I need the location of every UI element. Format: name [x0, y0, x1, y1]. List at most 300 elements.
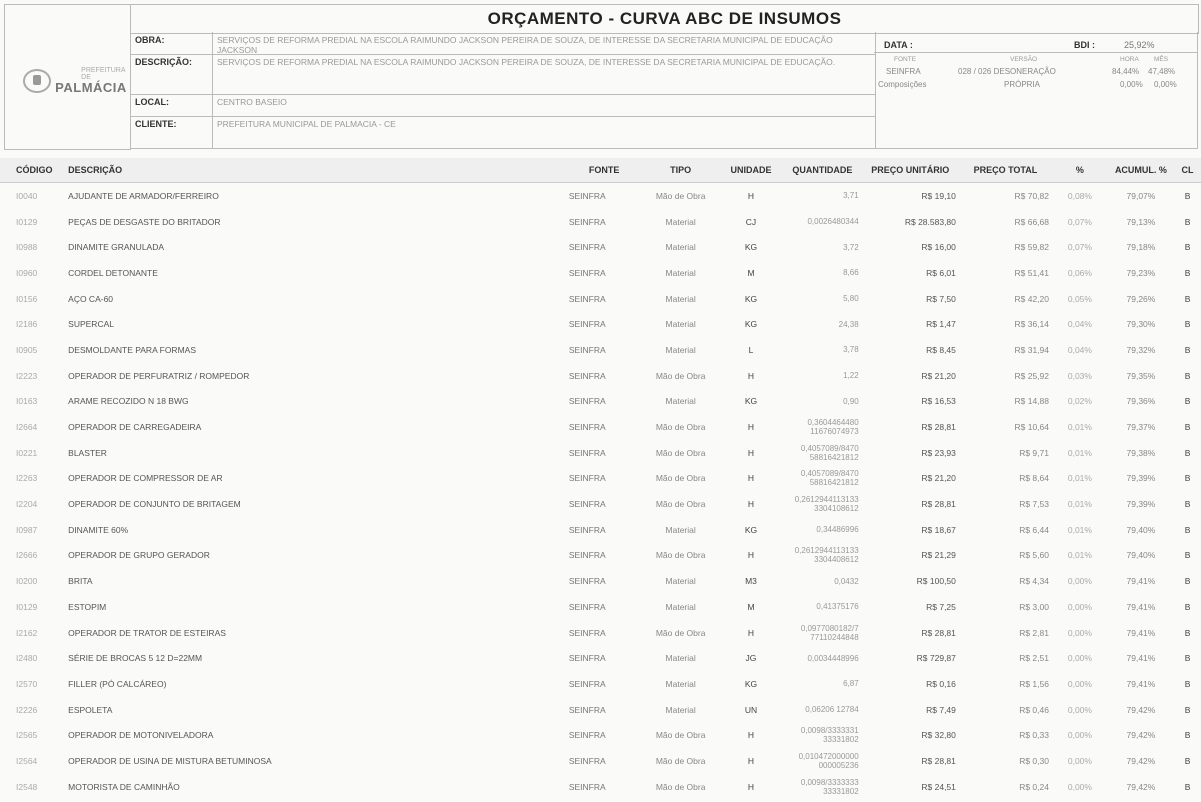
cell-percent: 0,00% — [1067, 576, 1092, 587]
cell-descricao: AÇO CA-60 — [68, 293, 114, 304]
cell-preco-total: R$ 3,00 — [1019, 601, 1049, 612]
cell-classe: B — [1184, 422, 1191, 433]
cell-codigo: I2162 — [16, 627, 38, 638]
cell-tipo: Material — [665, 601, 696, 612]
cell-percent: 0,01% — [1067, 524, 1092, 535]
cell-unidade: H — [747, 370, 755, 381]
cell-quantidade: 0,41375176 — [816, 602, 859, 612]
cell-fonte: SEINFRA — [568, 216, 606, 227]
col-acumulado: ACUMUL. % — [1108, 158, 1174, 183]
versao-value: 028 / 026 DESONERAÇÃO — [958, 67, 1056, 76]
cell-unidade: H — [747, 422, 755, 433]
cell-unidade: CJ — [745, 216, 757, 227]
cell-classe: B — [1184, 396, 1191, 407]
cell-preco-unitario: R$ 23,93 — [921, 447, 956, 458]
cell-acumulado: 79,32% — [1126, 344, 1156, 355]
table-header-row — [0, 158, 1201, 183]
cell-acumulado: 79,42% — [1126, 704, 1156, 715]
cell-acumulado: 79,30% — [1126, 319, 1156, 330]
cell-descricao: PEÇAS DE DESGASTE DO BRITADOR — [68, 216, 221, 227]
cell-percent: 0,07% — [1067, 242, 1092, 253]
cell-tipo: Material — [665, 242, 696, 253]
col-quantidade: QUANTIDADE — [783, 158, 862, 183]
cell-quantidade: 3,78 — [843, 345, 859, 355]
cell-acumulado: 79,26% — [1126, 293, 1156, 304]
cell-percent: 0,01% — [1067, 499, 1092, 510]
cell-descricao: DESMOLDANTE PARA FORMAS — [68, 344, 196, 355]
table-row — [0, 466, 1201, 492]
cell-classe: B — [1184, 242, 1191, 253]
cell-preco-unitario: R$ 16,00 — [921, 242, 956, 253]
cell-preco-unitario: R$ 100,50 — [916, 576, 956, 587]
cell-preco-total: R$ 36,14 — [1014, 319, 1049, 330]
cell-codigo: I0988 — [16, 242, 38, 253]
cell-tipo: Material — [665, 653, 696, 664]
cell-descricao: ESTOPIM — [68, 601, 107, 612]
cell-preco-unitario: R$ 21,29 — [921, 550, 956, 561]
cell-fonte: SEINFRA — [568, 576, 606, 587]
cell-tipo: Material — [665, 704, 696, 715]
cell-codigo: I2564 — [16, 755, 38, 766]
fonte-value: SEINFRA — [886, 67, 921, 76]
cell-fonte: SEINFRA — [568, 653, 606, 664]
cell-quantidade: 3,72 — [843, 242, 859, 252]
cell-descricao: OPERADOR DE CARREGADEIRA — [68, 422, 202, 433]
cell-preco-total: R$ 70,82 — [1014, 190, 1049, 201]
cell-classe: B — [1184, 524, 1191, 535]
cell-unidade: M — [747, 267, 755, 278]
cell-classe: B — [1184, 370, 1191, 381]
cell-preco-total: R$ 5,60 — [1019, 550, 1049, 561]
cell-percent: 0,06% — [1067, 267, 1092, 278]
cell-fonte: SEINFRA — [568, 524, 606, 535]
comp-hora-value: 0,00% — [1120, 80, 1143, 89]
cell-descricao: ESPOLETA — [68, 704, 113, 715]
mes-value: 47,48% — [1148, 67, 1176, 76]
cell-acumulado: 79,41% — [1126, 627, 1156, 638]
cell-fonte: SEINFRA — [568, 601, 606, 612]
table-row — [0, 491, 1201, 517]
cell-unidade: H — [747, 627, 755, 638]
cell-codigo: I0163 — [16, 396, 38, 407]
cell-classe: B — [1184, 781, 1191, 792]
cell-quantidade: 0,0432 — [834, 576, 859, 586]
cell-fonte: SEINFRA — [568, 730, 606, 741]
cell-classe: B — [1184, 499, 1191, 510]
table-row — [0, 543, 1201, 569]
cell-classe: B — [1184, 473, 1191, 484]
cell-tipo: Mão de Obra — [655, 190, 706, 201]
cell-descricao: OPERADOR DE MOTONIVELADORA — [68, 730, 214, 741]
cell-quantidade: 1,22 — [843, 371, 859, 381]
cell-fonte: SEINFRA — [568, 293, 606, 304]
cell-preco-unitario: R$ 18,67 — [921, 524, 956, 535]
cell-quantidade: 0,0034448996 — [807, 653, 859, 663]
cell-quantidade: 0,4057089/8470 58816421812 — [800, 469, 859, 488]
col-descricao: DESCRIÇÃO — [65, 158, 566, 183]
cell-classe: B — [1184, 730, 1191, 741]
cell-acumulado: 79,42% — [1126, 730, 1156, 741]
cell-percent: 0,04% — [1067, 344, 1092, 355]
cell-classe: B — [1184, 319, 1191, 330]
cell-acumulado: 79,13% — [1126, 216, 1156, 227]
cell-unidade: H — [747, 550, 755, 561]
cell-unidade: KG — [744, 524, 758, 535]
cell-quantidade: 0,010472000000 000005236 — [798, 751, 859, 770]
cell-codigo: I2263 — [16, 473, 38, 484]
table-row — [0, 517, 1201, 543]
cell-preco-total: R$ 14,88 — [1014, 396, 1049, 407]
cell-preco-total: R$ 59,82 — [1014, 242, 1049, 253]
cell-codigo: I2664 — [16, 422, 38, 433]
cell-descricao: ARAME RECOZIDO N 18 BWG — [68, 396, 189, 407]
cell-acumulado: 79,41% — [1126, 678, 1156, 689]
table-row — [0, 568, 1201, 594]
cell-acumulado: 79,37% — [1126, 422, 1156, 433]
cell-unidade: M — [747, 601, 755, 612]
cell-percent: 0,01% — [1067, 447, 1092, 458]
cell-preco-total: R$ 8,64 — [1019, 473, 1049, 484]
cell-tipo: Mão de Obra — [655, 447, 706, 458]
col-codigo: CÓDIGO — [0, 158, 65, 183]
cell-classe: B — [1184, 550, 1191, 561]
cell-unidade: JG — [745, 653, 757, 664]
cell-fonte: SEINFRA — [568, 627, 606, 638]
cell-tipo: Material — [665, 678, 696, 689]
logo-cell — [4, 4, 131, 150]
cell-quantidade: 0,06206 12784 — [805, 705, 859, 715]
cell-codigo: I2204 — [16, 499, 38, 510]
table-row — [0, 697, 1201, 723]
hora-small-label: HORA — [1120, 56, 1139, 63]
cell-descricao: CORDEL DETONANTE — [68, 267, 158, 278]
cell-preco-unitario: R$ 8,45 — [926, 344, 956, 355]
palmacia-logo — [23, 67, 131, 94]
cell-quantidade: 0,3604464480 11676074973 — [807, 418, 859, 437]
cell-tipo: Material — [665, 319, 696, 330]
cell-preco-unitario: R$ 7,50 — [926, 293, 956, 304]
local-label: LOCAL: — [131, 94, 213, 116]
cell-acumulado: 79,41% — [1126, 601, 1156, 612]
descricao-row — [131, 54, 875, 95]
cell-preco-unitario: R$ 19,10 — [921, 190, 956, 201]
abc-table — [0, 158, 1201, 800]
table-body — [0, 183, 1201, 800]
cell-preco-unitario: R$ 7,25 — [926, 601, 956, 612]
cell-codigo: I0960 — [16, 267, 38, 278]
cell-tipo: Mão de Obra — [655, 627, 706, 638]
versao-small-label: VERSÃO — [1010, 56, 1038, 63]
cell-tipo: Mão de Obra — [655, 550, 706, 561]
cell-fonte: SEINFRA — [568, 344, 606, 355]
cell-quantidade: 0,90 — [843, 396, 859, 406]
cell-percent: 0,00% — [1067, 678, 1092, 689]
cell-percent: 0,07% — [1067, 216, 1092, 227]
report-header — [0, 0, 1201, 152]
cell-preco-total: R$ 7,53 — [1019, 499, 1049, 510]
cell-classe: B — [1184, 344, 1191, 355]
cell-quantidade: 24,38 — [838, 319, 859, 329]
cell-preco-unitario: R$ 32,80 — [921, 730, 956, 741]
cell-percent: 0,03% — [1067, 370, 1092, 381]
cell-acumulado: 79,42% — [1126, 755, 1156, 766]
cell-preco-total: R$ 4,34 — [1019, 576, 1049, 587]
crest-icon — [23, 69, 51, 93]
cell-descricao: OPERADOR DE COMPRESSOR DE AR — [68, 473, 223, 484]
cell-quantidade: 0,34486996 — [816, 525, 859, 535]
cell-tipo: Mão de Obra — [655, 370, 706, 381]
cell-quantidade: 5,80 — [843, 294, 859, 304]
cell-codigo: I0040 — [16, 190, 38, 201]
cell-descricao: BRITA — [68, 576, 93, 587]
composicoes-value: PRÓPRIA — [1004, 80, 1041, 89]
composicoes-label: Composições — [878, 80, 927, 89]
cell-percent: 0,00% — [1067, 653, 1092, 664]
cell-percent: 0,02% — [1067, 396, 1092, 407]
cell-preco-total: R$ 2,81 — [1019, 627, 1049, 638]
cell-codigo: I2480 — [16, 653, 38, 664]
cell-classe: B — [1184, 678, 1191, 689]
cell-codigo: I2548 — [16, 781, 38, 792]
local-value: CENTRO BASEIO — [217, 97, 287, 107]
cell-unidade: H — [747, 190, 755, 201]
cell-quantidade: 0,2612944113133 3304108612 — [794, 495, 859, 514]
cell-unidade: KG — [744, 678, 758, 689]
cell-codigo: I2666 — [16, 550, 38, 561]
table-row — [0, 286, 1201, 312]
cell-preco-total: R$ 0,46 — [1019, 704, 1049, 715]
cell-classe: B — [1184, 267, 1191, 278]
cell-fonte: SEINFRA — [568, 781, 606, 792]
cell-tipo: Material — [665, 396, 696, 407]
cell-quantidade: 0,4057089/8470 58816421812 — [800, 443, 859, 462]
cell-fonte: SEINFRA — [568, 755, 606, 766]
table-row — [0, 594, 1201, 620]
cell-percent: 0,00% — [1067, 601, 1092, 612]
cell-classe: B — [1184, 190, 1191, 201]
cell-acumulado: 79,41% — [1126, 576, 1156, 587]
cell-codigo: I2565 — [16, 730, 38, 741]
cell-descricao: MOTORISTA DE CAMINHÃO — [68, 781, 180, 792]
cell-fonte: SEINFRA — [568, 370, 606, 381]
cell-codigo: I0200 — [16, 576, 38, 587]
local-row — [131, 94, 875, 117]
cell-codigo: I0129 — [16, 601, 38, 612]
cell-quantidade: 0,0098/3333331 33331802 — [800, 726, 859, 745]
cell-descricao: FILLER (PÓ CALCÁREO) — [68, 678, 167, 689]
cell-tipo: Mão de Obra — [655, 422, 706, 433]
table-row — [0, 645, 1201, 671]
cell-preco-total: R$ 10,64 — [1014, 422, 1049, 433]
cell-acumulado: 79,18% — [1126, 242, 1156, 253]
table-row — [0, 209, 1201, 235]
cell-unidade: H — [747, 755, 755, 766]
cell-percent: 0,01% — [1067, 550, 1092, 561]
col-fonte: FONTE — [566, 158, 643, 183]
cell-preco-unitario: R$ 7,49 — [926, 704, 956, 715]
cell-descricao: OPERADOR DE USINA DE MISTURA BETUMINOSA — [68, 755, 272, 766]
cell-codigo: I0221 — [16, 447, 38, 458]
cell-acumulado: 79,40% — [1126, 524, 1156, 535]
table-row — [0, 183, 1201, 209]
cell-percent: 0,05% — [1067, 293, 1092, 304]
cell-preco-total: R$ 9,71 — [1019, 447, 1049, 458]
cell-classe: B — [1184, 627, 1191, 638]
cell-preco-unitario: R$ 28,81 — [921, 499, 956, 510]
cell-tipo: Material — [665, 576, 696, 587]
cell-codigo: I2570 — [16, 678, 38, 689]
cell-acumulado: 79,41% — [1126, 653, 1156, 664]
cell-quantidade: 0,0977080182/7 77110244848 — [800, 623, 859, 642]
obra-value: SERVIÇOS DE REFORMA PREDIAL NA ESCOLA RAIMUNDO JACKSON PEREIRA DE SOUZA, DE INTERESSE DA SECRETARIA MUNICIPAL DE EDUCAÇÃO JACKSON — [217, 35, 833, 55]
cell-unidade: H — [747, 473, 755, 484]
cell-acumulado: 79,07% — [1126, 190, 1156, 201]
cell-percent: 0,01% — [1067, 473, 1092, 484]
cell-fonte: SEINFRA — [568, 267, 606, 278]
cell-unidade: UN — [744, 704, 758, 715]
cell-preco-total: R$ 42,20 — [1014, 293, 1049, 304]
cliente-label: CLIENTE: — [131, 116, 213, 148]
cell-fonte: SEINFRA — [568, 319, 606, 330]
cell-preco-unitario: R$ 21,20 — [921, 370, 956, 381]
cell-descricao: OPERADOR DE CONJUNTO DE BRITAGEM — [68, 499, 241, 510]
cell-preco-unitario: R$ 16,53 — [921, 396, 956, 407]
cell-codigo: I0987 — [16, 524, 38, 535]
report-title: ORÇAMENTO - CURVA ABC DE INSUMOS — [130, 4, 1199, 34]
cell-tipo: Mão de Obra — [655, 781, 706, 792]
cell-quantidade: 0,2612944113133 3304408612 — [794, 546, 859, 565]
obra-label: OBRA: — [131, 32, 213, 54]
cell-preco-unitario: R$ 28,81 — [921, 627, 956, 638]
table-row — [0, 363, 1201, 389]
cell-acumulado: 79,35% — [1126, 370, 1156, 381]
cell-classe: B — [1184, 447, 1191, 458]
col-classe: CL — [1174, 158, 1201, 183]
cell-descricao: DINAMITE GRANULADA — [68, 242, 165, 253]
cell-preco-total: R$ 0,30 — [1019, 755, 1049, 766]
comp-mes-value: 0,00% — [1154, 80, 1177, 89]
data-label: DATA : — [884, 40, 913, 50]
cell-preco-total: R$ 66,68 — [1014, 216, 1049, 227]
cell-codigo: I0156 — [16, 293, 38, 304]
cell-unidade: KG — [744, 242, 758, 253]
table-row — [0, 311, 1201, 337]
cell-descricao: OPERADOR DE PERFURATRIZ / ROMPEDOR — [68, 370, 250, 381]
cell-quantidade: 0,0026480344 — [807, 217, 859, 227]
cell-preco-total: R$ 0,24 — [1019, 781, 1049, 792]
cell-unidade: KG — [744, 396, 758, 407]
cell-classe: B — [1184, 755, 1191, 766]
table-row — [0, 748, 1201, 774]
cell-percent: 0,00% — [1067, 730, 1092, 741]
cell-unidade: H — [747, 499, 755, 510]
cell-preco-unitario: R$ 21,20 — [921, 473, 956, 484]
cliente-value: PREFEITURA MUNICIPAL DE PALMACIA - CE — [217, 119, 396, 129]
cell-percent: 0,08% — [1067, 190, 1092, 201]
table-row — [0, 620, 1201, 646]
hora-value: 84,44% — [1112, 67, 1140, 76]
cell-percent: 0,01% — [1067, 422, 1092, 433]
cell-preco-unitario: R$ 6,01 — [926, 267, 956, 278]
cliente-row — [131, 116, 875, 148]
table-row — [0, 337, 1201, 363]
cell-descricao: DINAMITE 60% — [68, 524, 129, 535]
cell-classe: B — [1184, 576, 1191, 587]
cell-acumulado: 79,39% — [1126, 473, 1156, 484]
cell-descricao: BLASTER — [68, 447, 107, 458]
cell-quantidade: 3,71 — [843, 191, 859, 201]
cell-descricao: SUPERCAL — [68, 319, 114, 330]
cell-percent: 0,00% — [1067, 781, 1092, 792]
cell-quantidade: 8,66 — [843, 268, 859, 278]
cell-preco-unitario: R$ 28.583,80 — [904, 216, 956, 227]
cell-fonte: SEINFRA — [568, 499, 606, 510]
cell-unidade: H — [747, 730, 755, 741]
cell-preco-unitario: R$ 28,81 — [921, 422, 956, 433]
cell-unidade: H — [747, 781, 755, 792]
cell-classe: B — [1184, 216, 1191, 227]
cell-acumulado: 79,42% — [1126, 781, 1156, 792]
cell-fonte: SEINFRA — [568, 242, 606, 253]
cell-acumulado: 79,23% — [1126, 267, 1156, 278]
cell-fonte: SEINFRA — [568, 422, 606, 433]
logo-name: PALMÁCIA — [55, 80, 127, 95]
col-preco-unitario: PREÇO UNITÁRIO — [862, 158, 959, 183]
budget-meta — [874, 32, 1198, 149]
cell-percent: 0,00% — [1067, 755, 1092, 766]
bdi-value: 25,92% — [1124, 40, 1155, 50]
cell-preco-total: R$ 6,44 — [1019, 524, 1049, 535]
cell-fonte: SEINFRA — [568, 447, 606, 458]
cell-preco-total: R$ 0,33 — [1019, 730, 1049, 741]
cell-percent: 0,00% — [1067, 627, 1092, 638]
table-row — [0, 722, 1201, 748]
cell-classe: B — [1184, 293, 1191, 304]
cell-classe: B — [1184, 601, 1191, 612]
cell-preco-total: R$ 31,94 — [1014, 344, 1049, 355]
project-info — [130, 32, 876, 149]
cell-tipo: Material — [665, 524, 696, 535]
cell-unidade: KG — [744, 293, 758, 304]
cell-codigo: I2223 — [16, 370, 38, 381]
cell-descricao: OPERADOR DE GRUPO GERADOR — [68, 550, 210, 561]
cell-unidade: M3 — [745, 576, 757, 587]
cell-tipo: Mão de Obra — [655, 499, 706, 510]
table-row — [0, 234, 1201, 260]
cell-percent: 0,04% — [1067, 319, 1092, 330]
cell-preco-total: R$ 25,92 — [1014, 370, 1049, 381]
cell-fonte: SEINFRA — [568, 678, 606, 689]
cell-preco-unitario: R$ 1,47 — [926, 319, 956, 330]
cell-preco-total: R$ 1,56 — [1019, 678, 1049, 689]
cell-descricao: AJUDANTE DE ARMADOR/FERREIRO — [68, 190, 219, 201]
table-row — [0, 671, 1201, 697]
cell-tipo: Material — [665, 267, 696, 278]
cell-preco-unitario: R$ 0,16 — [926, 678, 956, 689]
cell-percent: 0,00% — [1067, 704, 1092, 715]
cell-descricao: OPERADOR DE TRATOR DE ESTEIRAS — [68, 627, 226, 638]
cell-preco-total: R$ 51,41 — [1014, 267, 1049, 278]
cell-codigo: I0129 — [16, 216, 38, 227]
cell-tipo: Mão de Obra — [655, 755, 706, 766]
cell-fonte: SEINFRA — [568, 704, 606, 715]
cell-acumulado: 79,38% — [1126, 447, 1156, 458]
table-row — [0, 389, 1201, 415]
cell-codigo: I2226 — [16, 704, 38, 715]
fonte-small-label: FONTE — [894, 56, 917, 63]
cell-unidade: L — [748, 344, 754, 355]
table-row — [0, 440, 1201, 466]
